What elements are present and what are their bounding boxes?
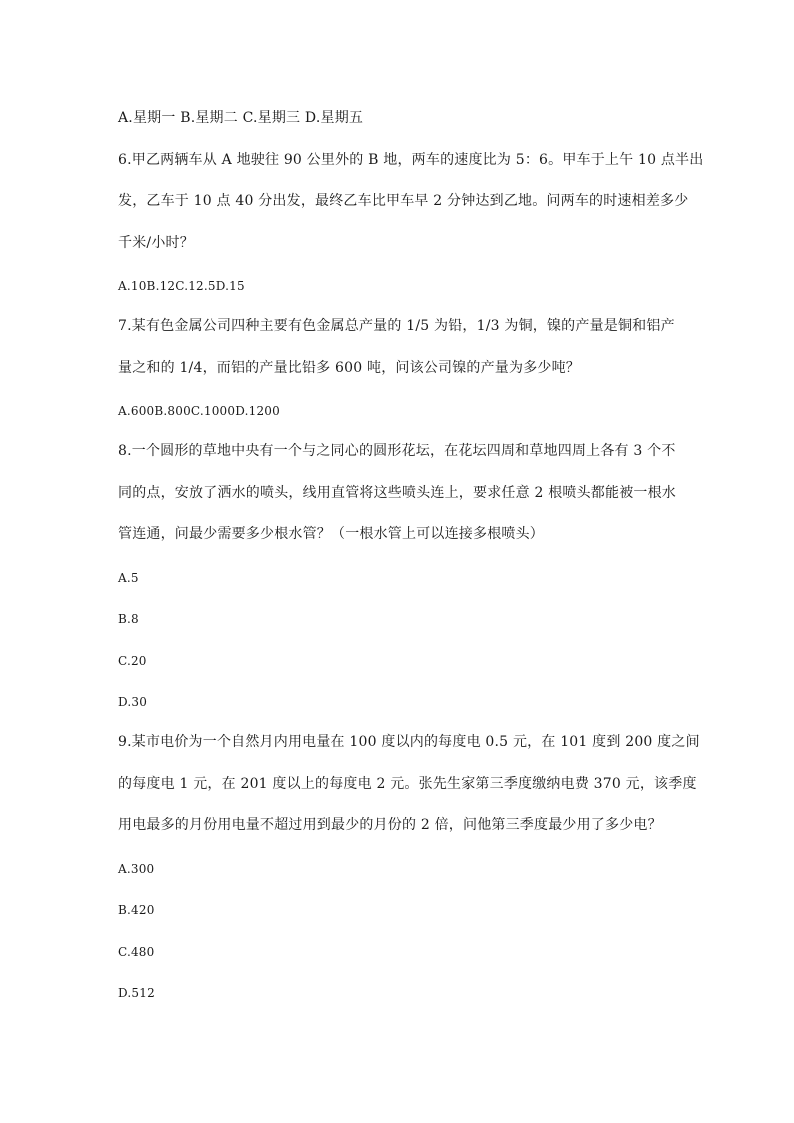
- q5-options: A.星期一 B.星期二 C.星期三 D.星期五: [118, 110, 364, 126]
- q6-options: A.10B.12C.12.5D.15: [118, 279, 245, 293]
- q6-stem-line-1: 6.甲乙两辆车从 A 地驶往 90 公里外的 B 地，两车的速度比为 5：6。甲车于上午 10 点半出: [118, 152, 704, 168]
- q6-stem-line-2: 发，乙车于 10 点 40 分出发，最终乙车比甲车早 2 分钟达到乙地。问两车的时速相差多少: [118, 193, 689, 209]
- q9-stem-line-3: 用电最多的月份用电量不超过用到最少的月份的 2 倍，问他第三季度最少用了多少电？: [118, 817, 662, 833]
- q8-option-d: D.30: [118, 695, 148, 709]
- q9-option-a: A.300: [118, 862, 155, 876]
- q8-stem-line-3: 管连通，问最少需要多少根水管？（一根水管上可以连接多根喷头）: [118, 526, 544, 542]
- q9-option-c: C.480: [118, 945, 155, 959]
- q8-option-b: B.8: [118, 612, 139, 626]
- q8-option-a: A.5: [118, 571, 139, 585]
- q7-options: A.600B.800C.1000D.1200: [118, 404, 280, 418]
- q7-stem-line-2: 量之和的 1/4，而铝的产量比铅多 600 吨，问该公司镍的产量为多少吨？: [118, 360, 581, 376]
- q7-stem-line-1: 7.某有色金属公司四种主要有色金属总产量的 1/5 为铅，1/3 为铜，镍的产量是铜和铝产: [118, 318, 675, 334]
- q8-option-c: C.20: [118, 654, 147, 668]
- q8-stem-line-2: 同的点，安放了洒水的喷头，线用直管将这些喷头连上，要求任意 2 根喷头都能被一根水: [118, 485, 677, 501]
- q9-stem-line-1: 9.某市电价为一个自然月内用电量在 100 度以内的每度电 0.5 元，在 101 度到 200 度之间: [118, 734, 700, 750]
- q6-stem-line-3: 千米/小时？: [118, 235, 194, 251]
- q9-option-b: B.420: [118, 903, 155, 917]
- q9-stem-line-2: 的每度电 1 元，在 201 度以上的每度电 2 元。张先生家第三季度缴纳电费 370 元，该季度: [118, 776, 697, 792]
- q9-option-d: D.512: [118, 986, 155, 1000]
- q8-stem-line-1: 8.一个圆形的草地中央有一个与之同心的圆形花坛，在花坛四周和草地四周上各有 3 个不: [118, 443, 676, 459]
